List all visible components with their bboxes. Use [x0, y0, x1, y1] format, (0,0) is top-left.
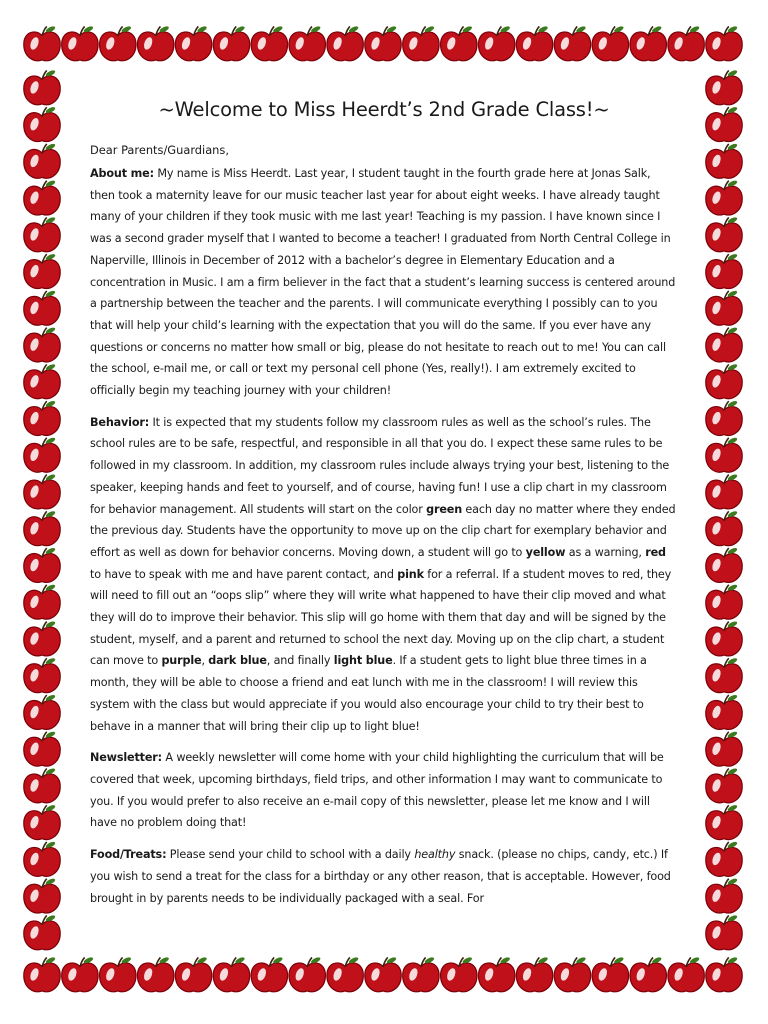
apple-icon	[365, 956, 401, 992]
apple-icon	[441, 25, 477, 61]
apple-icon	[24, 547, 60, 583]
apple-icon	[668, 956, 704, 992]
apple-icon	[706, 179, 742, 215]
apple-icon	[24, 216, 60, 252]
apple-icon	[630, 956, 666, 992]
section-text: to have to speak with me and have parent contact, and	[90, 567, 398, 581]
apple-icon	[706, 437, 742, 473]
apple-icon	[706, 290, 742, 326]
apple-icon	[24, 767, 60, 803]
apple-icon	[706, 69, 742, 105]
apple-icon	[706, 253, 742, 289]
highlight-word: yellow	[525, 545, 566, 559]
section-text: My name is Miss Heerdt. Last year, I student taught in the fourth grade here at Jonas Salk, then took a maternity leave for our music teacher last year for about eight weeks. I have already taught many of your children if they took music with me last year! Teaching is my passion. I have known since I was a second grader myself that I wanted to become a teacher! I graduated from North Central College in Naperville, Illinois in December of 2012 with a bachelor’s degree in Elementary Education and a concentration in Music. I am a firm believer in the fact that a student’s learning success is centered around a partnership between the teacher and the parents. I will communicate everything I possibly can to you that will help your child’s learning with the expectation that you will do the same. If you ever have any questions or concerns no matter how small or big, please do not hesitate to reach out to me! You can call the school, e-mail me, or call or text my personal cell phone (Yes, really!). I am extremely excited to officially begin my teaching journey with your children!	[90, 167, 676, 398]
apple-icon	[516, 956, 552, 992]
highlight-word: dark blue	[208, 654, 267, 668]
apple-icon	[289, 956, 325, 992]
apple-icon	[706, 584, 742, 620]
letter-body	[90, 92, 678, 932]
apple-icon	[706, 956, 742, 992]
apple-icon	[706, 877, 742, 913]
section-text: It is expected that my students follow my classroom rules as well as the school’s rules. The school rules are to be safe, respectful, and responsible in all that you do. I expect these same rules to be followed in my classroom. In addition, my classroom rules include always trying your best, listening to the speaker, keeping hands and feet to yourself, and of course, having fun! I use a clip chart in my classroom for behavior management. All students will start on the color	[90, 415, 670, 516]
section-heading: Behavior:	[90, 415, 150, 429]
apple-icon	[24, 804, 60, 840]
apple-icon	[327, 25, 363, 61]
apple-icon	[24, 473, 60, 509]
apple-icon	[706, 106, 742, 142]
apple-icon	[403, 956, 439, 992]
apple-icon	[62, 25, 98, 61]
apple-icon	[62, 956, 98, 992]
apple-icon	[441, 956, 477, 992]
apple-icon	[213, 956, 249, 992]
apple-icon	[706, 804, 742, 840]
apple-icon	[403, 25, 439, 61]
apple-icon	[706, 25, 742, 61]
apple-icon	[706, 547, 742, 583]
apple-icon	[100, 25, 136, 61]
apple-icon	[137, 25, 173, 61]
apple-icon	[706, 473, 742, 509]
apple-icon	[24, 400, 60, 436]
apple-icon	[251, 956, 287, 992]
apple-icon	[24, 143, 60, 179]
apple-icon	[175, 956, 211, 992]
apple-icon	[706, 216, 742, 252]
apple-icon	[706, 326, 742, 362]
apple-icon	[24, 620, 60, 656]
apple-icon	[706, 510, 742, 546]
apple-icon	[706, 143, 742, 179]
section-text: A weekly newsletter will come home with your child highlighting the curriculum that will be covered that week, upcoming birthdays, field trips, and other information I may want to communicate to you. If you would prefer to also receive an e-mail copy of this newsletter, please let me know and I will have no problem doing that!	[90, 751, 664, 830]
apple-icon	[365, 25, 401, 61]
section-newsletter	[90, 747, 678, 834]
apple-icon	[592, 25, 628, 61]
highlight-word: purple	[161, 654, 202, 668]
letter-sections	[90, 163, 678, 909]
apple-icon	[706, 767, 742, 803]
apple-icon	[24, 584, 60, 620]
section-behavior	[90, 412, 678, 738]
section-text: , and finally	[266, 654, 334, 668]
section-text: . If a student gets to light blue three times in a month, they will be able to choose a friend and eat lunch with me in the classroom! I will review this system with the class but would appreciate if you would also encourage your child to try their best to behave in a manner that will bring their clip up to light blue!	[90, 654, 647, 733]
section-heading: About me:	[90, 167, 154, 180]
apple-icon	[24, 326, 60, 362]
greeting: Dear Parents/Guardians,	[90, 143, 229, 157]
apple-icon	[706, 400, 742, 436]
apple-icon	[24, 253, 60, 289]
apple-icon	[478, 956, 514, 992]
section-food-treats	[90, 844, 678, 909]
apple-icon	[175, 25, 211, 61]
apple-icon	[706, 914, 742, 950]
apple-icon	[100, 956, 136, 992]
section-text: as a warning,	[565, 545, 646, 559]
section-heading: Newsletter:	[90, 751, 162, 765]
apple-icon	[213, 25, 249, 61]
apple-icon	[706, 363, 742, 399]
section-about-me	[90, 163, 678, 402]
apple-icon	[630, 25, 666, 61]
apple-icon	[24, 877, 60, 913]
section-text: Please send your child to school with a daily	[166, 848, 415, 862]
apple-icon	[706, 620, 742, 656]
section-text: for a referral. If a student moves to red, they will need to fill out an “oops slip” where they will write what happened to have their clip moved and what they will do to improve their behavior. This slip will go home with them that day and will be signed by the student, myself, and a parent and returned to school the next day. Moving up on the clip chart, a student can move to	[90, 567, 672, 668]
section-text: ,	[201, 654, 209, 668]
page-title: ~Welcome to Miss Heerdt’s 2nd Grade Class!~	[158, 98, 610, 121]
apple-icon	[327, 956, 363, 992]
highlight-word: light blue	[333, 654, 393, 668]
apple-icon	[592, 956, 628, 992]
apple-icon	[554, 25, 590, 61]
apple-icon	[24, 179, 60, 215]
apple-icon	[251, 25, 287, 61]
section-text: each day no matter where they ended the previous day. Students have the opportunity to move up on the clip chart for exemplary behavior and effort as well as down for behavior concerns. Moving down, a student will go to	[90, 502, 676, 559]
apple-icon	[24, 69, 60, 105]
apple-icon	[706, 694, 742, 730]
apple-icon	[24, 510, 60, 546]
apple-icon	[668, 25, 704, 61]
highlight-word: green	[426, 502, 463, 516]
section-text: snack. (please no chips, candy, etc.) If you wish to send a treat for the class for a birthday or any other reason, that is acceptable. However, food brought in by parents needs to be individually packaged with a seal. For	[90, 848, 671, 905]
apple-icon	[24, 437, 60, 473]
apple-icon	[24, 25, 60, 61]
apple-icon	[289, 25, 325, 61]
apple-icon	[24, 956, 60, 992]
highlight-word: pink	[397, 567, 424, 581]
apple-icon	[24, 363, 60, 399]
section-heading: Food/Treats:	[90, 848, 167, 862]
emphasis-word: healthy	[414, 848, 456, 862]
apple-icon	[706, 730, 742, 766]
highlight-word: red	[645, 545, 666, 559]
apple-icon	[24, 657, 60, 693]
apple-icon	[24, 106, 60, 142]
apple-icon	[24, 841, 60, 877]
apple-icon	[554, 956, 590, 992]
apple-icon	[24, 914, 60, 950]
apple-icon	[706, 657, 742, 693]
apple-icon	[24, 694, 60, 730]
apple-icon	[706, 841, 742, 877]
apple-icon	[24, 730, 60, 766]
apple-icon	[137, 956, 173, 992]
apple-icon	[516, 25, 552, 61]
apple-icon	[24, 290, 60, 326]
apple-icon	[478, 25, 514, 61]
